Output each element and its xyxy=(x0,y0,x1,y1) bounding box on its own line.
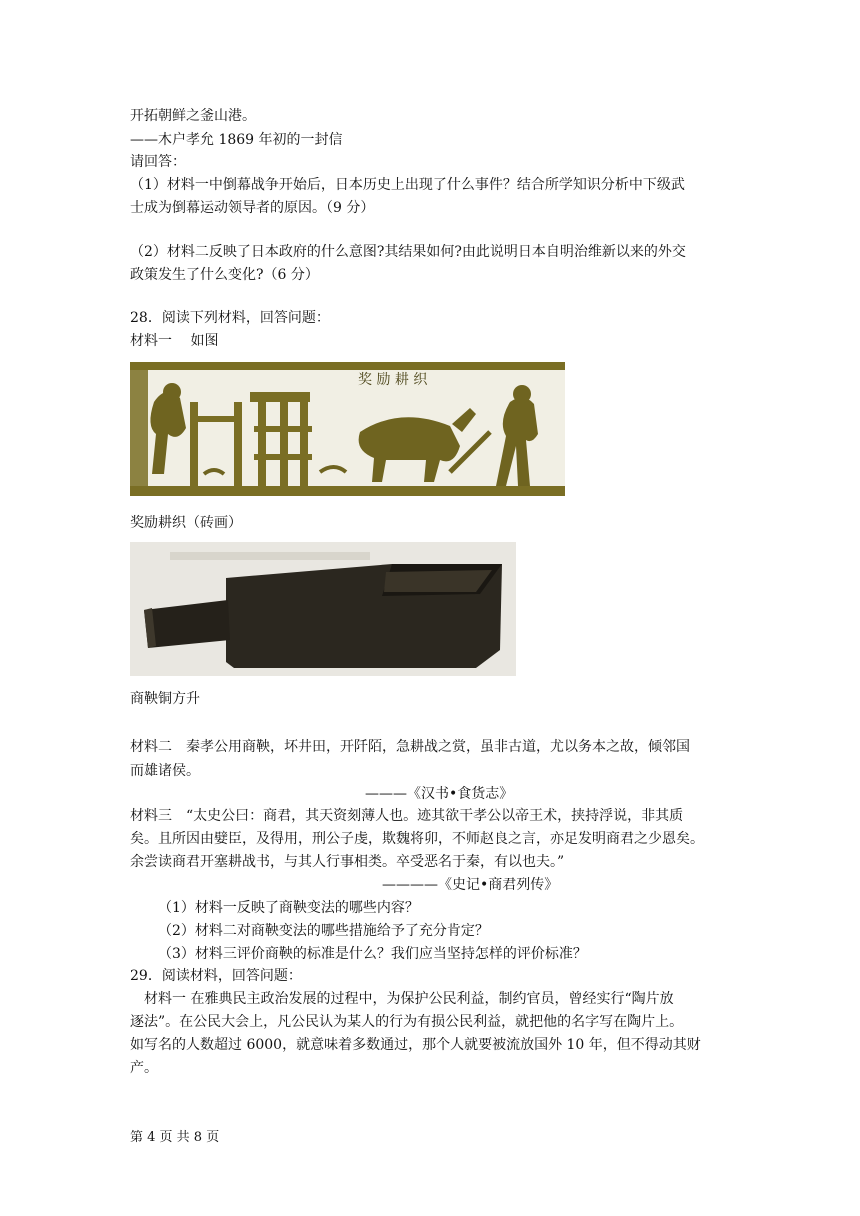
line: 请回答： xyxy=(130,154,186,170)
source-citation: ———《汉书•食货志》 xyxy=(365,786,514,802)
bronze-measure-image xyxy=(130,542,516,676)
line: 逐法”。在公民大会上，凡公民认为某人的行为有损公民利益，就把他的名字写在陶片上。 xyxy=(130,1014,684,1030)
question: （1）材料一中倒幕战争开始后，日本历史上出现了什么事件？结合所学知识分析中下级武 xyxy=(130,177,685,193)
line: 开拓朝鲜之釜山港。 xyxy=(130,108,256,124)
line: 士成为倒幕运动领导者的原因。（9 分） xyxy=(130,200,375,216)
sub-question: （3）材料三评价商鞅的标准是什么？我们应当坚持怎样的评价标准？ xyxy=(158,946,587,962)
brick-painting-image xyxy=(130,362,565,496)
line: 材料一 如图 xyxy=(130,333,219,349)
brick-title: 奖 励 耕 织 xyxy=(358,372,428,388)
source-citation: ————《史记•商君列传》 xyxy=(382,877,559,893)
question: （2）材料二反映了日本政府的什么意图?其结果如何?由此说明日本自明治维新以来的外交 xyxy=(130,244,686,260)
line: 如写名的人数超过 6000，就意味着多数通过，那个人就要被流放国外 10 年，但不得动其财 xyxy=(130,1037,701,1053)
question-heading: 29．阅读材料，回答问题： xyxy=(130,968,302,984)
sub-question: （1）材料一反映了商鞅变法的哪些内容？ xyxy=(158,900,419,916)
line: 矣。且所因由嬖臣，及得用，刑公子虔，欺魏将卯，不师赵良之言，亦足发明商君之少恩矣。 xyxy=(130,831,704,847)
material-line: 材料二 秦孝公用商鞅，坏井田，开阡陌，急耕战之赏，虽非古道，尤以务本之故，倾邻国 xyxy=(130,739,690,755)
line: 产。 xyxy=(130,1060,158,1076)
line: ——木户孝允 1869 年初的一封信 xyxy=(130,132,343,148)
page-footer: 第 4 页 共 8 页 xyxy=(130,1130,220,1145)
image-caption: 商鞅铜方升 xyxy=(130,691,200,707)
material-line: 材料一 在雅典民主政治发展的过程中，为保护公民利益，制约官员，曾经实行“陶片放 xyxy=(144,991,674,1007)
line: 政策发生了什么变化?（6 分） xyxy=(130,267,319,283)
line: 而雄诸侯。 xyxy=(130,763,200,779)
sub-question: （2）材料二对商鞅变法的哪些措施给予了充分肯定？ xyxy=(158,923,489,939)
line: 余尝读商君开塞耕战书，与其人行事相类。卒受恶名于秦，有以也夫。” xyxy=(130,854,565,870)
image-caption: 奖励耕织（砖画） xyxy=(130,515,242,531)
question-heading: 28．阅读下列材料，回答问题： xyxy=(130,310,330,326)
material-line: 材料三 “太史公曰：商君，其天资刻薄人也。迹其欲干孝公以帝王术，挟持浮说，非其质 xyxy=(130,808,684,824)
